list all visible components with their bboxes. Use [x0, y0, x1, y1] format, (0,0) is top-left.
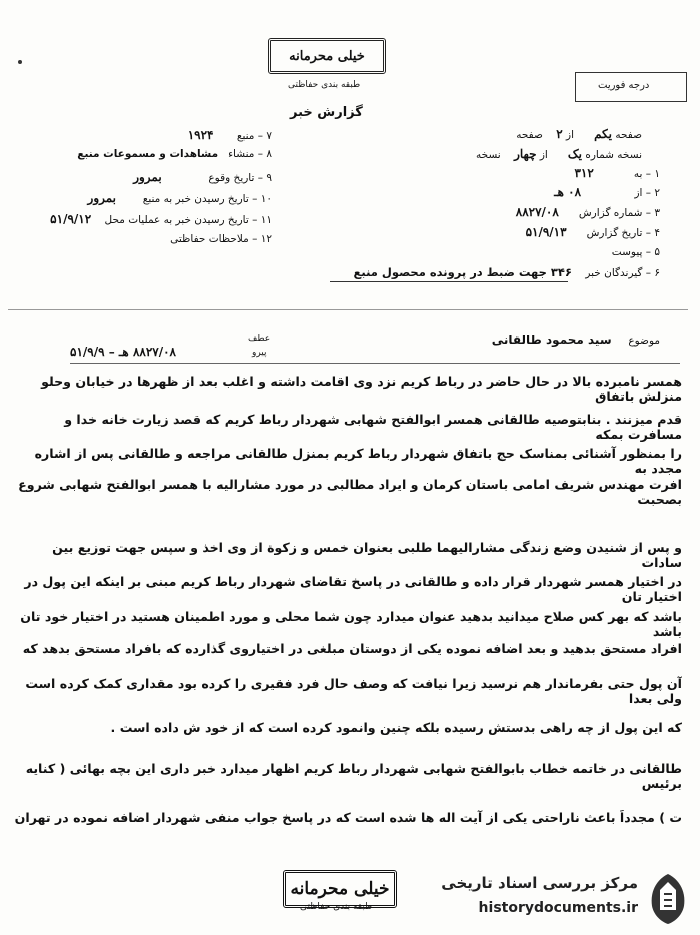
field-report-date: ۴ – تاریخ گزارش ۵۱/۹/۱۳: [525, 225, 660, 239]
body-line: قدم میزنند . بنابتوصیه طالقانی همسر ابوالفتح شهابی شهردار رباط کریم که قصد زیارت خانه خدا و مسافرت بمکه: [64, 412, 682, 442]
body-line: افراد مستحق بدهید و بعد اضافه نموده یکی از دوستان مبلغی در اختیاروی گذارده که بافراد مستحق بدهد که: [22, 641, 682, 656]
body-line: باشد که بهر کس صلاح میدانید بدهید عنوان میدارد چون شما محلی و مورد اطمینان هستید در اختیار خود تان باشد: [20, 609, 682, 639]
copy-field: نسخه شماره یک از چهار نسخه: [476, 147, 642, 161]
field-security-notes: ۱۲ – ملاحظات حفاظتی: [170, 233, 272, 245]
body-line: آن پول حتی بفرماندار هم نرسید زیرا نیافت که وصف حال فرد فقیری را کرده بود مقداری کمک کرده است ولی بعدا: [25, 676, 682, 706]
body-line: در اختیار همسر شهردار قرار داده و طالقانی در پاسخ تقاضای شهردار رباط کریم مبنی بر اینکه این پول در اختیار تان: [24, 574, 682, 604]
archive-watermark: [400, 870, 690, 930]
field-news-to-operations-date: ۱۱ – تاریخ رسیدن خبر به عملیات محل ۵۱/۹/۱۲: [50, 212, 272, 226]
field-to: ۱ – به ۳۱۲: [574, 166, 660, 180]
reference-mark-2: پیرو: [252, 348, 267, 358]
body-line: را بمنظور آشنائی بمناسک حج باتفاق شهردار رباط کریم بمنزل طالقانی مراجعه و طالقانی پس از اشاره مجدد به: [34, 446, 682, 476]
body-line: همسر نامبرده بالا در حال حاضر در رباط کریم نزد وی اقامت داشته و اغلب بعد از ظهرها در خیابان وحلو منزلش باتفاق: [41, 374, 682, 404]
top-classification-stamp: [268, 38, 386, 74]
subject-underline: [70, 363, 680, 364]
field-recipients: ۶ – گیرندگان خبر ۳۴۶ جهت ضبط در پرونده محصول منبع: [353, 265, 660, 279]
margin-dot: [18, 60, 22, 64]
field-attachment: ۵ – پیوست: [611, 246, 660, 258]
body-line: طالقانی در خاتمه خطاب بابوالفتح شهابی شهردار رباط کریم اظهار میدارد خبر داری این بچه بهائی ( کنایه برئیس: [25, 761, 682, 791]
recipients-underline: [330, 281, 568, 282]
watermark-title: مرکز بررسی اسناد تاریخی: [441, 874, 638, 892]
body-line: که این پول از چه راهی بدستش رسیده بلکه چنین وانمود کرده است که از خود ش داده است .: [110, 720, 682, 735]
urgency-label: درجه فوریت: [598, 80, 650, 91]
bottom-classification-label: طبقه بندی حفاظتی: [300, 902, 373, 912]
bottom-stamp-text: خیلی محرمانه: [290, 879, 390, 899]
body-line: افرت مهندس شریف امامی باستان کرمان و ایراد مطالبی در مورد مشارالیه با همسر ابوالفتح شهابی شروع بصحبت: [18, 477, 682, 507]
top-stamp-text: خیلی محرمانه: [289, 48, 365, 64]
field-origin: ۸ – منشاء مشاهدات و مسموعات منبع: [77, 148, 272, 160]
section-divider: [8, 309, 688, 310]
field-source: ۷ – منبع ۱۹۲۴: [187, 128, 272, 142]
field-report-number: ۳ – شماره گزارش ۸۸۲۷/۰۸: [515, 205, 660, 219]
archive-logo-icon: [646, 872, 690, 926]
subject-field: موضوع سید محمود طالقانی: [491, 333, 660, 347]
field-from: ۲ – از ۰۸ هـ: [554, 185, 660, 199]
page-field: صفحه یکم از ۲ صفحه: [516, 127, 642, 141]
body-line: ت ) مجدداً باعث ناراحتی یکی از آیت اله ها شده است که در پاسخ جواب منفی شهردار اضافه نموده در تهران: [14, 810, 682, 825]
reference-mark: عطف: [248, 334, 271, 344]
field-news-to-source-date: ۱۰ – تاریخ رسیدن خبر به منبع بمرور: [87, 191, 272, 205]
body-line: و پس از شنیدن وضع زندگی مشارالیهما طلبی بعنوان خمس و زکوة از وی اخذ و سپس جهت توزیع بین سادات: [52, 540, 682, 570]
field-event-date: ۹ – تاریخ وقوع بمرور: [133, 170, 272, 184]
classification-label: طبقه بندی حفاظتی: [288, 80, 361, 90]
reference-field: ۸۸۲۷/۰۸ هـ – ۵۱/۹/۹: [70, 345, 176, 359]
watermark-url: historydocuments.ir: [478, 900, 638, 916]
report-title: گزارش خبر: [290, 105, 363, 120]
